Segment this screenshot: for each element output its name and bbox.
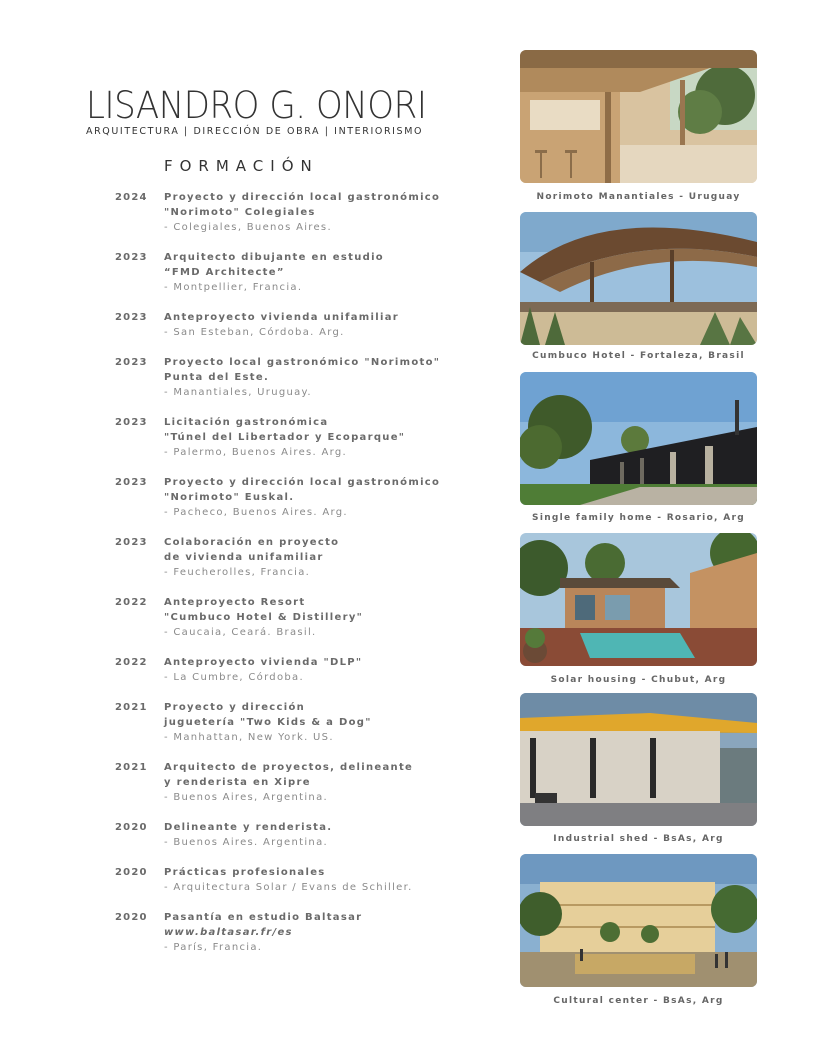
entry-location: - San Esteban, Córdoba. Arg. [164,327,345,338]
entry-title: Proyecto local gastronómico "Norimoto" [164,357,441,368]
cultural-center-photo [520,854,757,987]
entry-location: - París, Francia. [164,942,263,953]
entry-location: - Caucaia, Ceará. Brasil. [164,627,317,638]
entry-year: 2024 [115,192,148,203]
studio-website-link[interactable]: www.baltasar.fr/es [164,927,293,938]
entry-year: 2023 [115,252,148,263]
resort-canopy-photo [520,212,757,345]
professional-subtitle: ARQUITECTURA | DIRECCIÓN DE OBRA | INTERIORISMO [86,126,424,137]
experience-entry [0,355,500,415]
entry-year: 2023 [115,357,148,368]
photo-caption: Cumbuco Hotel - Fortaleza, Brasil [532,351,745,361]
entry-location: - Feucherolles, Francia. [164,567,311,578]
experience-entry [0,595,500,655]
entry-year: 2021 [115,702,148,713]
experience-entry [0,700,500,760]
entry-year: 2023 [115,312,148,323]
entry-location: - Montpellier, Francia. [164,282,303,293]
experience-entry [0,655,500,700]
entry-location: - Arquitectura Solar / Evans de Schiller. [164,882,413,893]
experience-entry [0,415,500,475]
experience-entry [0,535,500,595]
experience-entry [0,190,500,250]
experience-entry [0,250,500,310]
entry-title: y renderista en Xipre [164,777,311,788]
experience-entry [0,820,500,865]
entry-title: "Norimoto" Euskal. [164,492,295,503]
experience-list [0,190,500,970]
entry-location: - La Cumbre, Córdoba. [164,672,304,683]
entry-title: Pasantía en estudio Baltasar [164,912,363,923]
experience-entry [0,475,500,535]
entry-location: - Buenos Aires, Argentina. [164,792,328,803]
entry-year: 2023 [115,537,148,548]
entry-location: - Buenos Aires. Argentina. [164,837,328,848]
section-title: FORMACIÓN [164,157,319,175]
pool-house-photo [520,533,757,666]
entry-year: 2020 [115,867,148,878]
entry-title: Licitación gastronómica [164,417,329,428]
entry-location: - Pacheco, Buenos Aires. Arg. [164,507,348,518]
entry-title: "Norimoto" Colegiales [164,207,316,218]
experience-entry [0,310,500,355]
photo-caption: Solar housing - Chubut, Arg [550,675,727,685]
entry-title: "Túnel del Libertador y Ecoparque" [164,432,406,443]
experience-entry [0,760,500,820]
entry-title: “FMD Architecte” [164,267,285,278]
entry-year: 2020 [115,912,148,923]
entry-title: Prácticas profesionales [164,867,326,878]
entry-title: Colaboración en proyecto [164,537,340,548]
entry-title: Arquitecto de proyectos, delineante [164,762,414,773]
photo-caption: Single family home - Rosario, Arg [532,513,745,523]
entry-year: 2023 [115,477,148,488]
entry-year: 2023 [115,417,148,428]
black-house-photo [520,372,757,505]
entry-title: juguetería "Two Kids & a Dog" [164,717,372,728]
entry-title: Anteproyecto vivienda "DLP" [164,657,363,668]
entry-title: Proyecto y dirección local gastronómico [164,477,441,488]
restaurant-terrace-photo [520,50,757,183]
entry-title: "Cumbuco Hotel & Distillery" [164,612,364,623]
entry-title: Delineante y renderista. [164,822,333,833]
entry-title: Proyecto y dirección local gastronómico [164,192,441,203]
experience-entry [0,865,500,910]
entry-year: 2022 [115,657,148,668]
entry-location: - Manantiales, Uruguay. [164,387,312,398]
entry-location: - Colegiales, Buenos Aires. [164,222,332,233]
entry-year: 2020 [115,822,148,833]
photo-caption: Norimoto Manantiales - Uruguay [536,192,741,202]
photo-caption: Cultural center - BsAs, Arg [553,996,724,1006]
entry-year: 2022 [115,597,148,608]
person-name: LISANDRO G. ONORI [86,84,427,127]
entry-title: Anteproyecto Resort [164,597,306,608]
entry-location: - Palermo, Buenos Aires. Arg. [164,447,348,458]
industrial-shed-photo [520,693,757,826]
entry-location: - Manhattan, New York. US. [164,732,334,743]
entry-title: Proyecto y dirección [164,702,306,713]
entry-title: Anteproyecto vivienda unifamiliar [164,312,399,323]
entry-title: Punta del Este. [164,372,270,383]
entry-year: 2021 [115,762,148,773]
experience-entry [0,910,500,970]
photo-caption: Industrial shed - BsAs, Arg [553,834,724,844]
entry-title: Arquitecto dibujante en estudio [164,252,384,263]
entry-title: de vivienda unifamiliar [164,552,324,563]
